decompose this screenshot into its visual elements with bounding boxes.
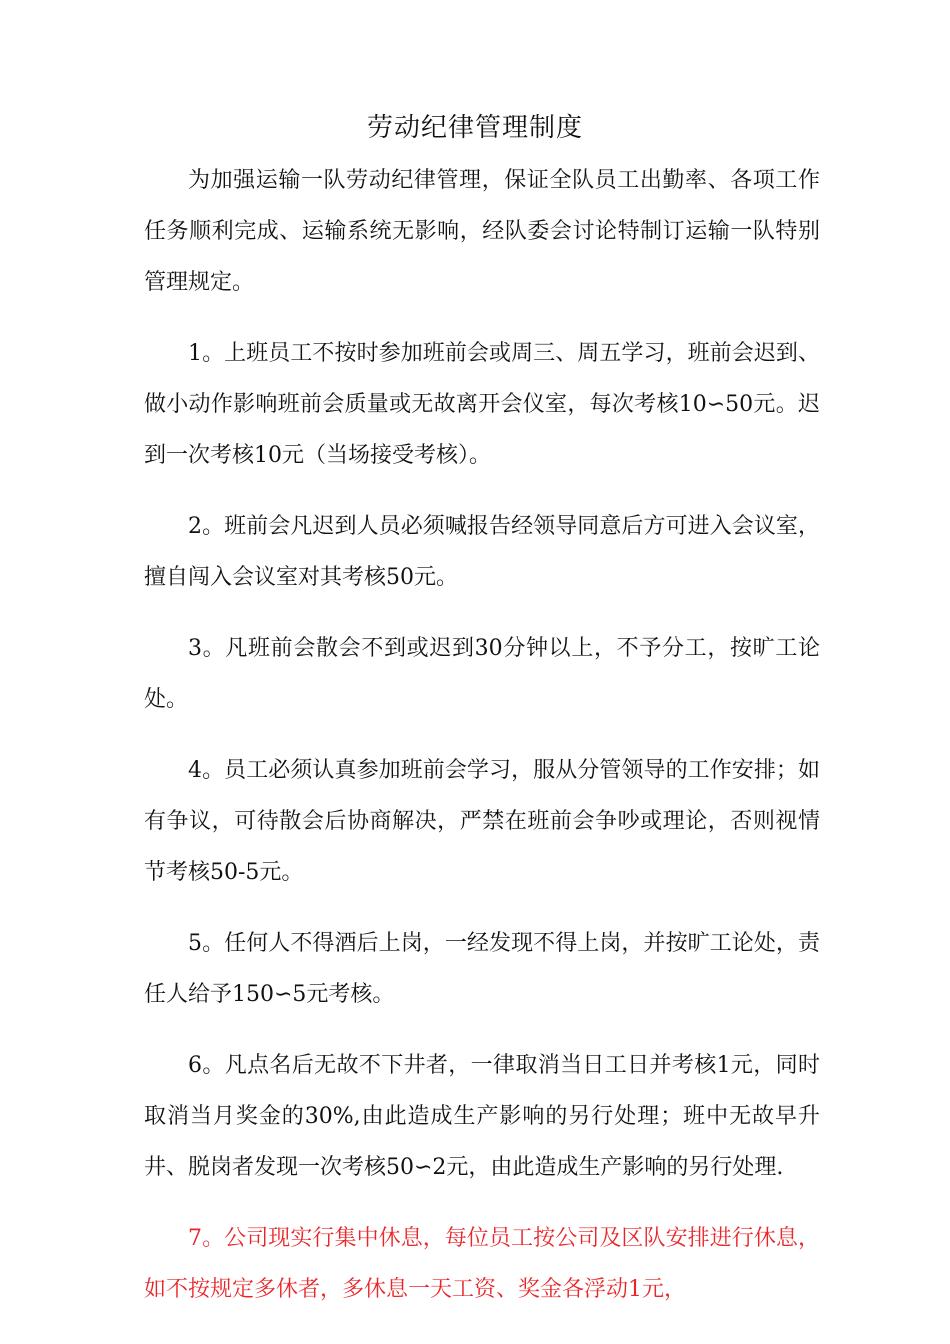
rule-item-4: 4。员工必须认真参加班前会学习，服从分管领导的工作安排；如有争议，可待散会后协商解决，严禁在班前会争吵或理论，否则视情节考核50-5元。 [144, 758, 820, 885]
rule-item-2: 2。班前会凡迟到人员必须喊报告经领导同意后方可进入会议室，擅自闯入会议室对其考核50元。 [144, 514, 820, 590]
document-title: 劳动纪律管理制度 [366, 113, 583, 143]
rule-item-5: 5。任何人不得酒后上岗，一经发现不得上岗，并按旷工论处，责任人给予150∽5元考核。 [144, 931, 820, 1007]
rule-item-7-highlighted: 7。公司现实行集中休息，每位员工按公司及区队安排进行休息，如不按规定多休者，多休息一天工资、奖金各浮动1元， [144, 1226, 820, 1302]
rule-item-6: 6。凡点名后无故不下井者，一律取消当日工日并考核1元，同时取消当月奖金的30%,由此造成生产影响的另行处理；班中无故早升井、脱岗者发现一次考核50∽2元，由此造成生产影响的另行处理. [144, 1053, 820, 1180]
rule-item-3: 3。凡班前会散会不到或迟到30分钟以上，不予分工，按旷工论处。 [144, 636, 820, 712]
document-body [144, 155, 820, 1315]
intro-paragraph: 为加强运输一队劳动纪律管理，保证全队员工出勤率、各项工作任务顺利完成、运输系统无影响，经队委会讨论特制订运输一队特别管理规定。 [144, 168, 820, 295]
rule-item-1: 1。上班员工不按时参加班前会或周三、周五学习，班前会迟到、做小动作影响班前会质量或无故离开会仪室，每次考核10∽50元。迟到一次考核10元（当场接受考核）。 [144, 341, 820, 468]
